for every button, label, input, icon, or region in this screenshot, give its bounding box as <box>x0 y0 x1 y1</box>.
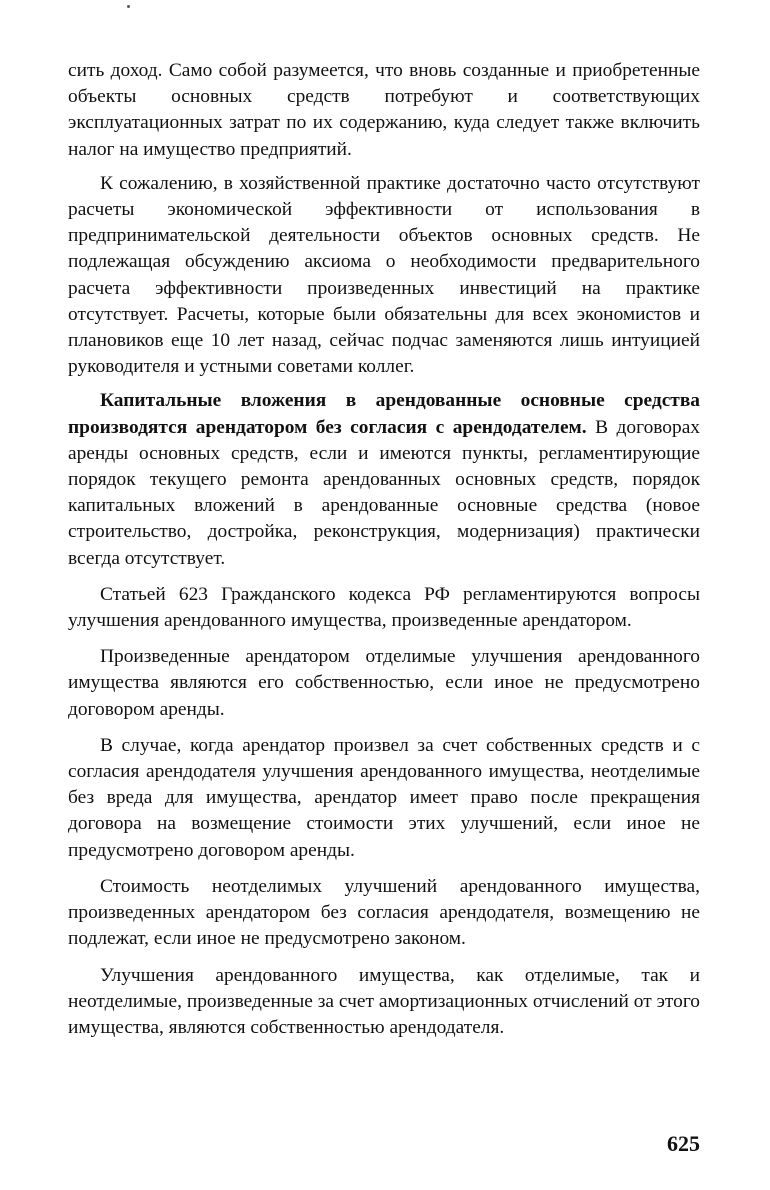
paragraph-4: Статьей 623 Гражданского кодекса РФ регламентируются вопросы улучшения арендованного имущества, произведенные арендатором. <box>68 583 700 632</box>
page-body <box>68 58 700 1041</box>
paragraph-3-bold-lead: Капитальные вложения в арендованные основные средства производятся арендатором без согласия с арендодателем. <box>68 390 700 438</box>
paragraph-1: сить доход. Само собой разумеется, что вновь созданные и приобретенные объекты основных средств потребуют и соответствующих эксплуатационных затрат по их содержанию, куда следует также включить налог на имущество предприятий. <box>68 60 700 160</box>
paragraph-2: К сожалению, в хозяйственной практике достаточно часто отсутствуют расчеты экономической эффективности от использования в предпринимательской деятельности объектов основных средств. Не подлежащая обсуждению аксиома о необходимости предварительного расчета эффективности произведенных инвестиций на практике отсутствует. Расчеты, которые были обязательны для всех экономистов и плановиков еще 10 лет назад, сейчас подчас заменяются лишь интуицией руководителя и устными советами коллег. <box>68 172 700 378</box>
paragraph-8: Улучшения арендованного имущества, как отделимые, так и неотделимые, произведенные за счет амортизационных отчислений от этого имущества, являются собственностью арендодателя. <box>68 964 700 1038</box>
paragraph-6: В случае, когда арендатор произвел за счет собственных средств и с согласия арендодателя улучшения арендованного имущества, неотделимые без вреда для имущества, арендатор имеет право после прекращения договора на возмещение стоимости этих улучшений, если иное не предусмотрено договором аренды. <box>68 734 700 861</box>
paragraph-3 <box>68 388 700 571</box>
paragraph-3-text: В договорах аренды основных средств, если и имеются пункты, регламентирующие порядок текущего ремонта арендованных основных средств, порядок капитальных вложений в арендованные основные средства (новое строительство, достройка, реконструкция, модернизация) практически всегда отсутствует. <box>68 416 700 569</box>
paragraph-5: Произведенные арендатором отделимые улучшения арендованного имущества являются его собственностью, если иное не предусмотрено договором аренды. <box>68 646 700 720</box>
paragraph-7: Стоимость неотделимых улучшений арендованного имущества, произведенных арендатором без согласия арендодателя, возмещению не подлежат, если иное не предусмотрено законом. <box>68 875 700 950</box>
scan-speck <box>127 5 130 8</box>
page-number: 625 <box>667 1131 700 1156</box>
